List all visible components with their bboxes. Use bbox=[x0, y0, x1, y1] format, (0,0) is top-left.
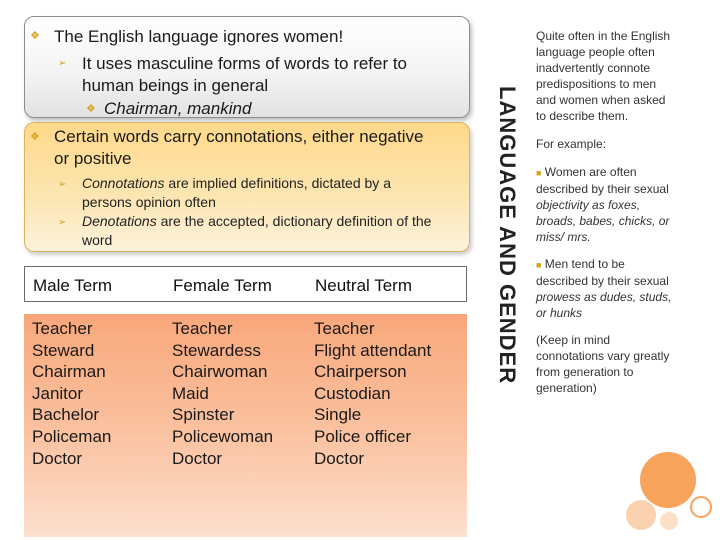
connotations-definition: Connotations are implied definitions, dictated by a persons opinion often bbox=[82, 175, 391, 210]
decorative-circle-large bbox=[640, 452, 696, 508]
table-cell: Single bbox=[314, 405, 362, 425]
table-cell: Policeman bbox=[32, 426, 112, 446]
sidebar-line: connotations vary greatly bbox=[536, 349, 670, 363]
table-cell: Custodian bbox=[314, 383, 391, 403]
bullet-icon: ❖ bbox=[30, 131, 40, 143]
table-cell: Doctor bbox=[32, 448, 83, 468]
sidebar-line: to describe them. bbox=[536, 109, 629, 123]
header-male-term: Male Term bbox=[33, 276, 113, 295]
sidebar-line: or hunks bbox=[536, 306, 583, 320]
table-cell: Teacher bbox=[314, 319, 375, 338]
sidebar-intro bbox=[536, 28, 684, 124]
table-cell: Janitor bbox=[32, 383, 84, 403]
sidebar-line: predispositions to men bbox=[536, 77, 657, 91]
table-cell: Police officer bbox=[314, 426, 412, 446]
sub-bullet-masculine-forms-2: human beings in general bbox=[82, 76, 269, 95]
bullet-english-ignores-women: The English language ignores women! bbox=[54, 27, 344, 46]
sub-bullet-icon: ➢ bbox=[58, 58, 67, 69]
table-cell: Steward bbox=[32, 340, 95, 360]
table-cell: Teacher bbox=[172, 319, 233, 338]
sidebar-line: broads, babes, chicks, or bbox=[536, 214, 670, 228]
table-cell: Chairperson bbox=[314, 362, 407, 382]
sub-bullet-icon: ➢ bbox=[58, 179, 67, 190]
neutral-terms-column bbox=[314, 318, 431, 469]
table-cell: Spinster bbox=[172, 405, 235, 425]
table-body bbox=[24, 313, 467, 537]
sidebar-line: generation) bbox=[536, 381, 597, 395]
bullet-connotations-line2: or positive bbox=[54, 149, 132, 168]
sub-bullet-masculine-forms-1: It uses masculine forms of words to refer to bbox=[82, 54, 408, 73]
sub-bullet-icon: ➢ bbox=[58, 217, 67, 228]
sidebar-line: Quite often in the English bbox=[536, 29, 671, 43]
table-cell: Stewardess bbox=[172, 340, 261, 360]
denotations-definition: Denotations are the accepted, dictionary definition of the word bbox=[82, 213, 432, 248]
table-cell: Flight attendant bbox=[314, 340, 432, 360]
bullet-icon: ■ bbox=[536, 168, 542, 178]
header-neutral-term: Neutral Term bbox=[315, 276, 412, 295]
sidebar-line: Men tend to be bbox=[544, 257, 625, 271]
slide-title-vertical: LANGUAGE AND GENDER bbox=[495, 86, 520, 385]
decorative-circle-ring bbox=[690, 496, 712, 518]
table-cell: Bachelor bbox=[32, 405, 100, 425]
sidebar-line: objectivity as foxes, bbox=[536, 198, 641, 212]
decorative-circle-small bbox=[626, 500, 656, 530]
table-cell: Teacher bbox=[32, 319, 93, 338]
female-terms-column bbox=[172, 318, 273, 469]
table-cell: Doctor bbox=[314, 448, 365, 468]
male-terms-column bbox=[32, 318, 111, 469]
bullet-icon: ❖ bbox=[86, 103, 96, 115]
sidebar-women-example bbox=[536, 164, 684, 245]
sidebar-line: from generation to bbox=[536, 365, 634, 379]
decorative-circle-tiny bbox=[660, 512, 678, 530]
sidebar-note bbox=[536, 332, 684, 396]
sidebar-line: language people often bbox=[536, 45, 655, 59]
table-cell: Policewoman bbox=[172, 426, 274, 446]
bullet-icon: ❖ bbox=[30, 30, 40, 42]
header-female-term: Female Term bbox=[173, 276, 272, 295]
bullet-connotations-line1: Certain words carry connotations, either negative bbox=[54, 127, 424, 146]
table-header-row bbox=[24, 266, 467, 302]
sidebar-men-example bbox=[536, 256, 684, 321]
table-cell: Chairman bbox=[32, 362, 106, 382]
sidebar-line: and women when asked bbox=[536, 93, 666, 107]
sidebar-for-example: For example: bbox=[536, 137, 607, 151]
example-chairman-mankind: Chairman, mankind bbox=[104, 99, 252, 118]
table-cell: Maid bbox=[172, 383, 209, 403]
sidebar-line: (Keep in mind bbox=[536, 333, 611, 347]
bullet-icon: ■ bbox=[536, 260, 542, 270]
table-cell: Chairwoman bbox=[172, 362, 268, 382]
sidebar-line: described by their sexual bbox=[536, 182, 669, 196]
sidebar-line: described by their sexual bbox=[536, 274, 669, 288]
sidebar-line: miss/ mrs. bbox=[536, 230, 591, 244]
sidebar-line: inadvertently connote bbox=[536, 61, 651, 75]
sidebar-line: Women are often bbox=[544, 165, 637, 179]
table-cell: Doctor bbox=[172, 448, 223, 468]
sidebar-line: prowess as dudes, studs, bbox=[536, 290, 672, 304]
